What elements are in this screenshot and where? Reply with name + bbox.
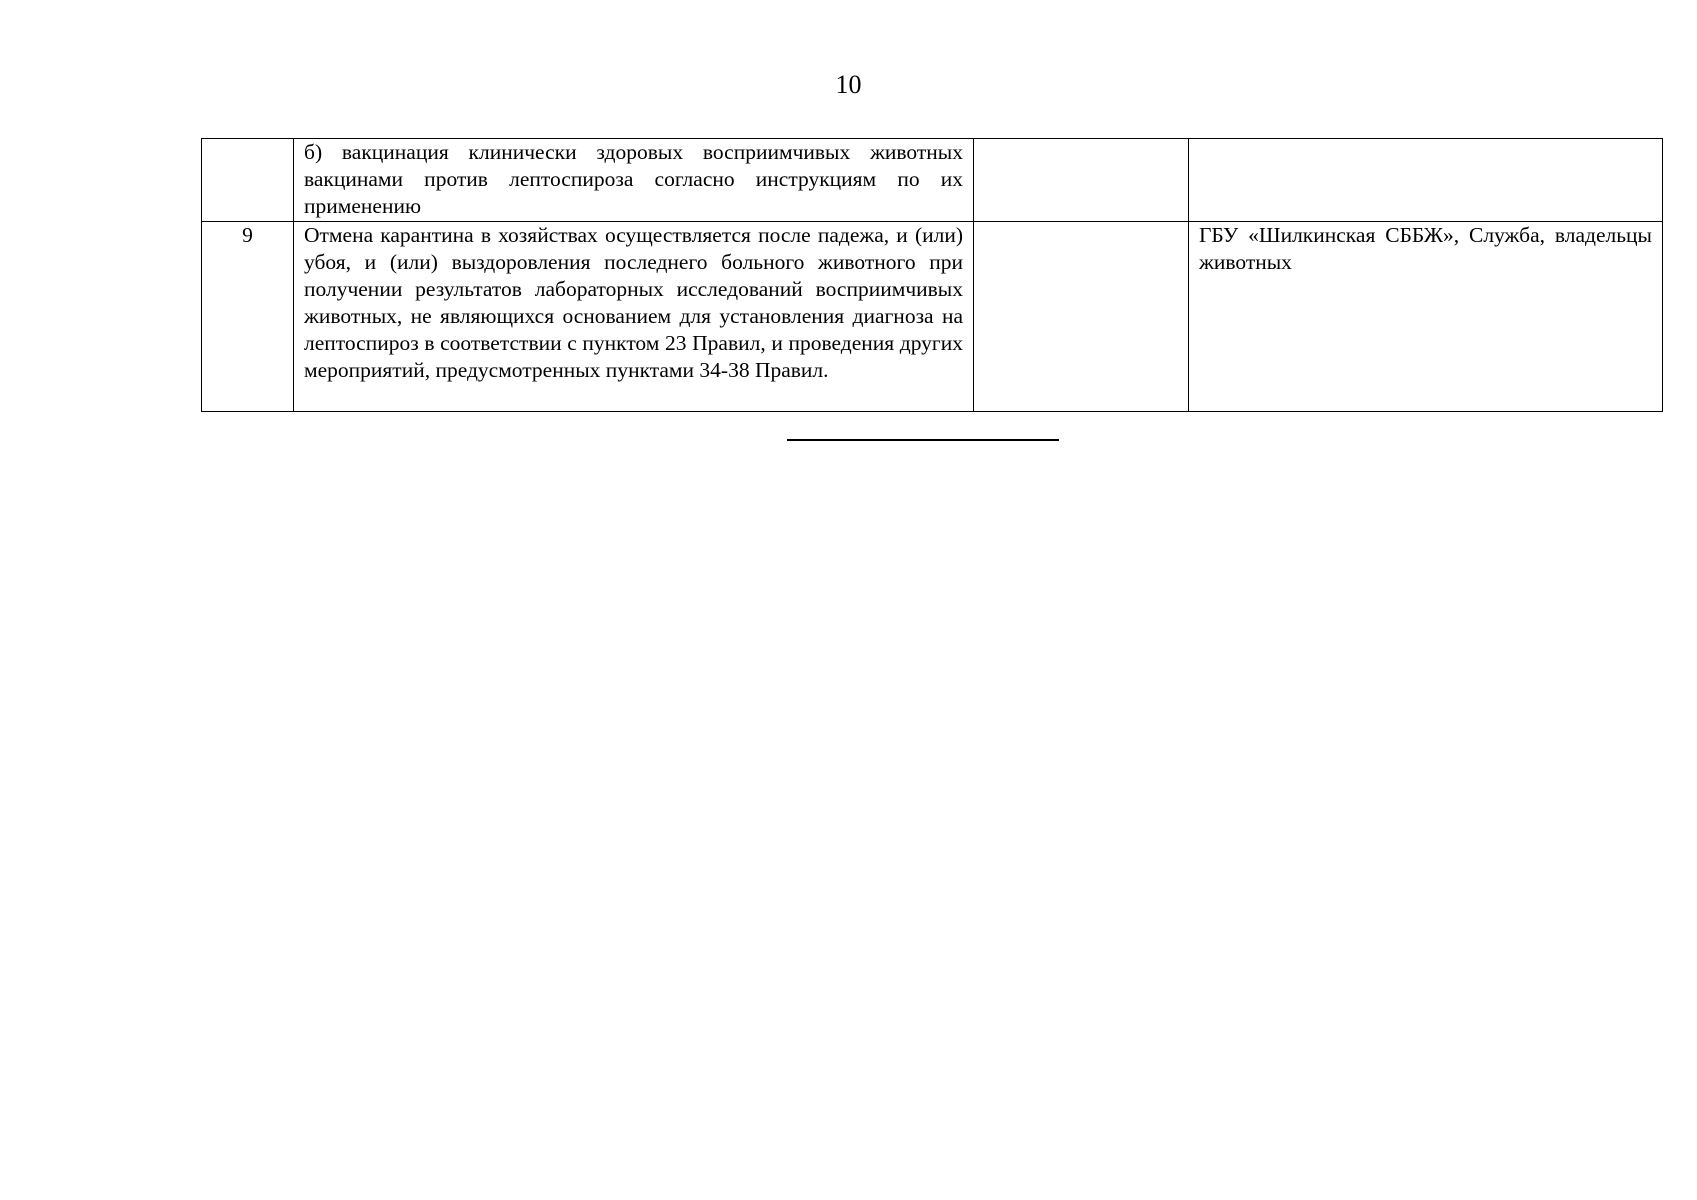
table-row	[202, 222, 1663, 412]
deadline-cell	[974, 222, 1189, 412]
measure-cell: Отмена карантина в хозяйствах осуществляется после падежа, и (или) убоя, и (или) выздоровления последнего больного животного при получении результатов лабораторных исследований восприимчивых животных, не являющихся основанием для установления диагноза на лептоспироз в соответствии с пунктом 23 Правил, и проведения других мероприятий, предусмотренных пунктами 34-38 Правил.	[294, 222, 974, 412]
responsible-cell	[1189, 139, 1663, 222]
row-number-cell: 9	[202, 222, 294, 412]
closing-rule	[787, 439, 1059, 441]
measures-table	[201, 138, 1663, 412]
responsible-cell: ГБУ «Шилкинская СББЖ», Служба, владельцы животных	[1189, 222, 1663, 412]
row-number-cell	[202, 139, 294, 222]
table-row	[202, 139, 1663, 222]
page-number: 10	[835, 70, 862, 99]
measure-cell: б) вакцинация клинически здоровых восприимчивых животных вакцинами против лептоспироза согласно инструкциям по их применению	[294, 139, 974, 222]
deadline-cell	[974, 139, 1189, 222]
